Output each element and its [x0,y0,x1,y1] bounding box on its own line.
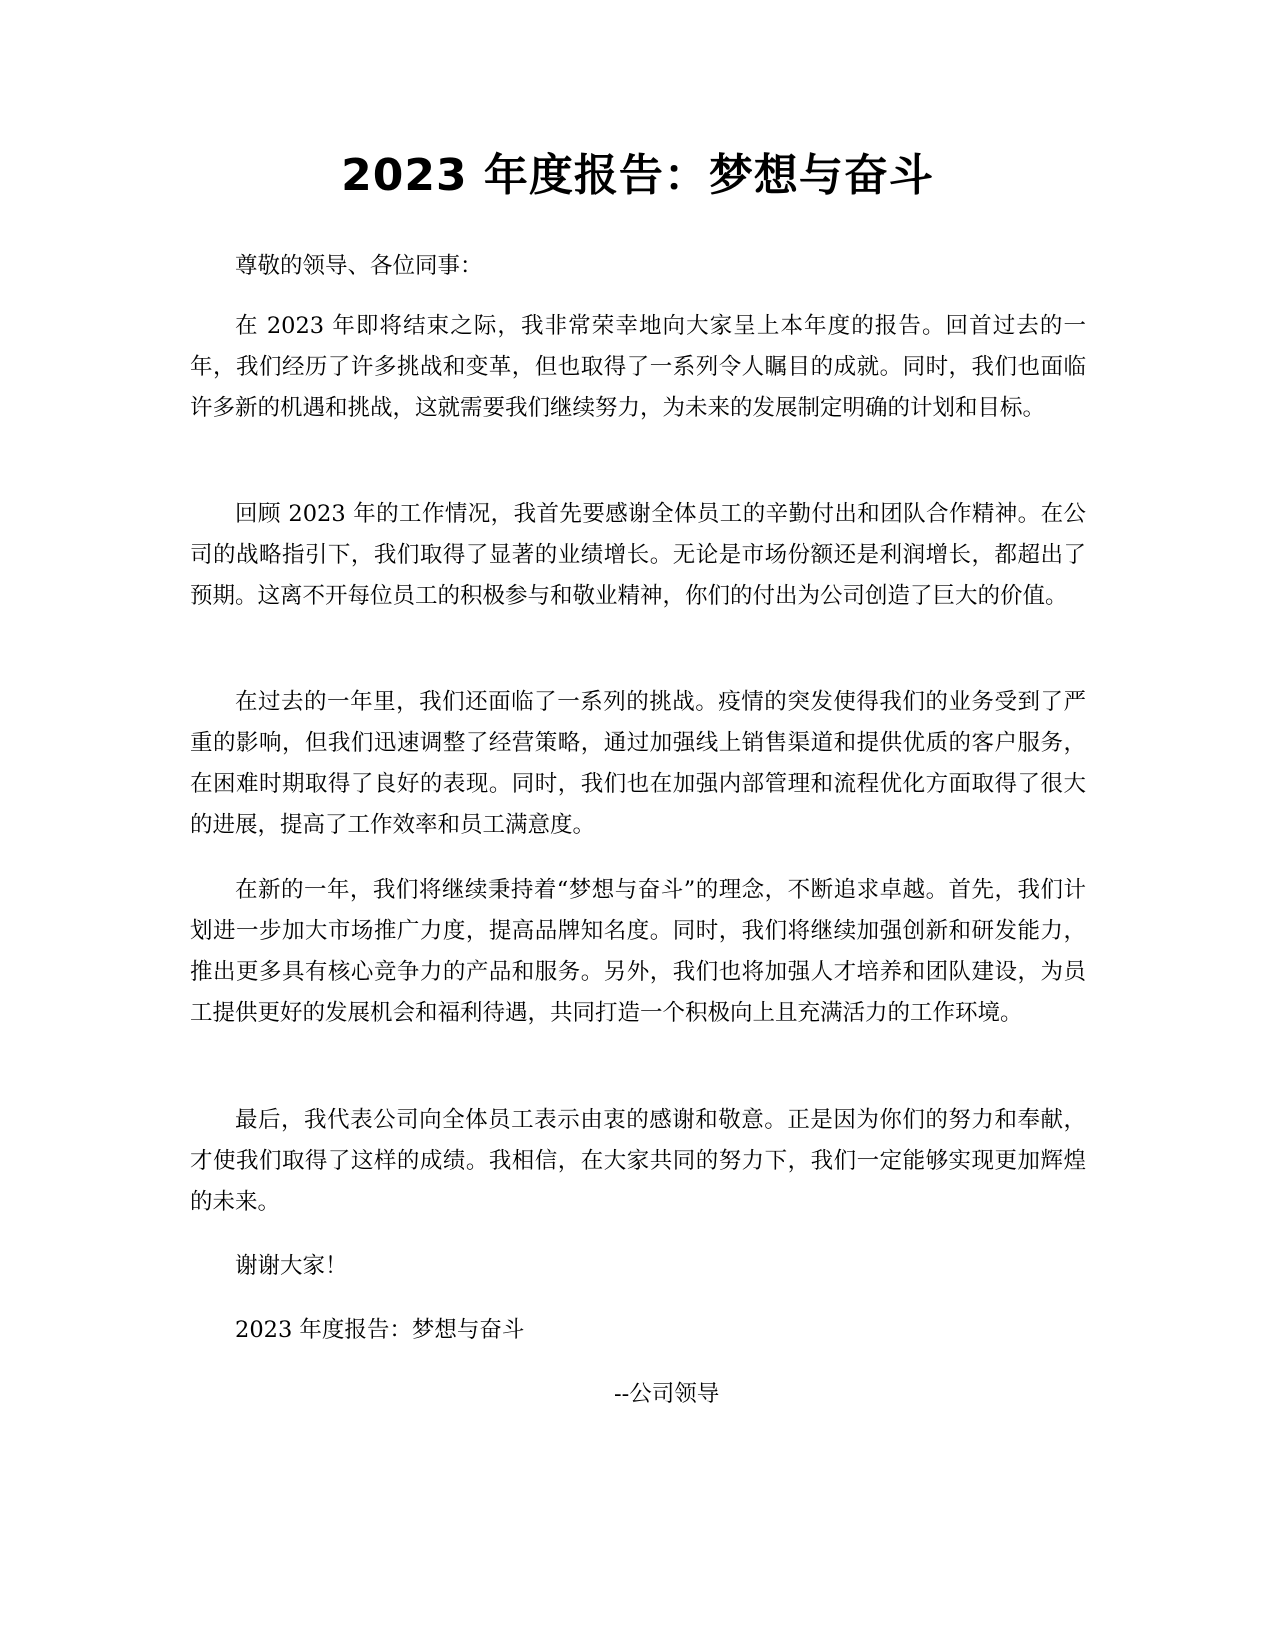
salutation: 尊敬的领导、各位同事： [235,253,483,279]
paragraph-plans: 在新的一年，我们将继续秉持着“梦想与奋斗”的理念，不断追求卓越。首先，我们计划进一步加大市场推广力度，提高品牌知名度。同时，我们将继续加强创新和研发能力，推出更多具有核心竞争力的产品和服务。另外，我们也将加强人才培养和团队建设，为员工提供更好的发展机会和福利待遇，共同打造一个积极向上且充满活力的工作环境。 [190,877,1086,1026]
closing-thanks: 谢谢大家！ [235,1253,348,1279]
document-title: 2023 年度报告：梦想与奋斗 [341,150,934,201]
closing-title: 2023 年度报告：梦想与奋斗 [235,1317,525,1343]
signature: --公司领导 [614,1381,720,1407]
paragraph-conclusion: 最后，我代表公司向全体员工表示由衷的感谢和敬意。正是因为你们的努力和奉献，才使我们取得了这样的成绩。我相信，在大家共同的努力下，我们一定能够实现更加辉煌的未来。 [190,1107,1086,1215]
paragraph-intro: 在 2023 年即将结束之际，我非常荣幸地向大家呈上本年度的报告。回首过去的一年，我们经历了许多挑战和变革，但也取得了一系列令人瞩目的成就。同时，我们也面临许多新的机遇和挑战，这就需要我们继续努力，为未来的发展制定明确的计划和目标。 [190,313,1086,421]
paragraph-review: 回顾 2023 年的工作情况，我首先要感谢全体员工的辛勤付出和团队合作精神。在公司的战略指引下，我们取得了显著的业绩增长。无论是市场份额还是利润增长，都超出了预期。这离不开每位员工的积极参与和敬业精神，你们的付出为公司创造了巨大的价值。 [190,501,1086,609]
paragraph-challenges: 在过去的一年里，我们还面临了一系列的挑战。疫情的突发使得我们的业务受到了严重的影响，但我们迅速调整了经营策略，通过加强线上销售渠道和提供优质的客户服务，在困难时期取得了良好的表现。同时，我们也在加强内部管理和流程优化方面取得了很大的进展，提高了工作效率和员工满意度。 [190,689,1086,838]
